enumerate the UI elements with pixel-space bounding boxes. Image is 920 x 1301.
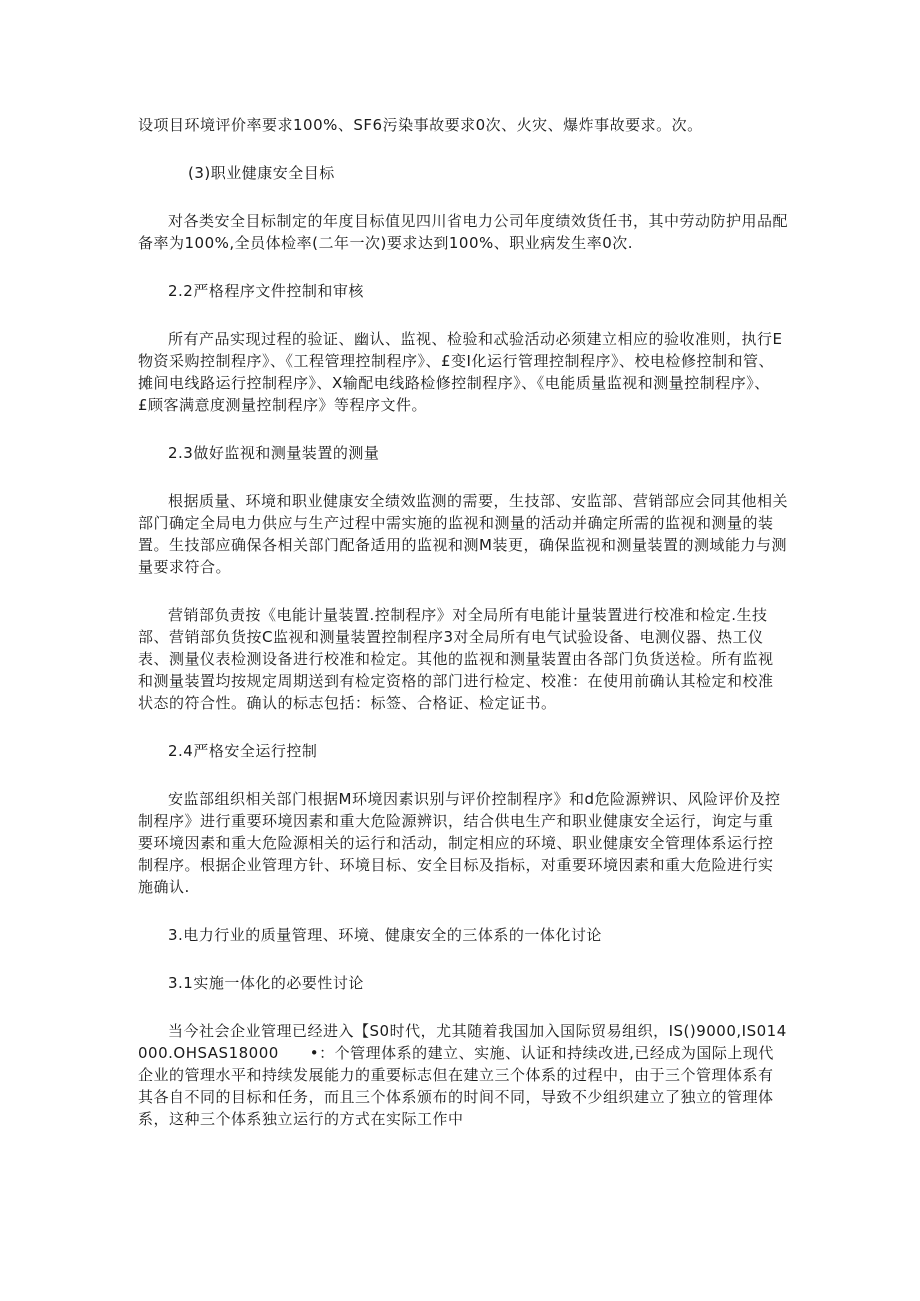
heading-3-1: 3.1实施一体化的必要性讨论 <box>168 974 364 992</box>
paragraph-safety-annual-targets: 对各类安全目标制定的年度目标值见四川省电力公司年度绩效货任书，其中劳动防护用品配备率为100%,全员体检率(二年一次)要求达到100%、职业病发生率0次. <box>138 212 789 252</box>
heading-2-2: 2.2严格程序文件控制和审核 <box>168 282 364 300</box>
paragraph-calibration: 营销部负责按《电能计量装置.控制程序》对全局所有电能计量装置进行校准和检定.生技部、营销部负货按C监视和测量装置控制程序3对全局所有电气试验设备、电测仪器、热工仪表、测量仪表检测设备进行校准和检定。其他的监视和测量装置由各部门负货送检。所有监视和测量装置均按规定周期送到有检定资格的部门进行检定、校准：在使用前确认其检定和校准状态的符合性。确认的标志包括：标签、合格证、检定证书。 <box>138 606 774 712</box>
paragraph-env-targets: 设项目环境评价率要求100%、SF6污染事故要求0次、火灾、爆炸事故要求。次。 <box>138 116 703 134</box>
paragraph-procedure-documents: 所有产品实现过程的验证、幽认、监视、检验和忒验活动必须建立相应的验收准则，执行E物资采购控制程序》、《工程管理控制程序》、£变I化运行管理控制程序》、校电检修控制和管、摊间电线路运行控制程序》、X输配电线路检修控制程序》、《电能质量监视和测量控制程序》、£顾客满意度测量控制程序》等程序文件。 <box>138 330 783 414</box>
heading-2-3: 2.3做好监视和测量装置的测量 <box>168 444 380 462</box>
paragraph-monitoring-needs: 根据质量、环境和职业健康安全绩效监测的需要，生技部、安监部、营销部应会同其他相关部门确定全局电力供应与生产过程中需实施的监视和测量的活动并确定所需的监视和测量的装置。生技部应确保各相关部门配备适用的监视和测M装更，确保监视和测量装置的测域能力与测量要求符合。 <box>138 492 789 576</box>
document-body <box>138 114 788 1130</box>
heading-3: 3.电力行业的质量管理、环境、健康安全的三体系的一体化讨论 <box>168 926 602 944</box>
heading-2-4: 2.4严格安全运行控制 <box>168 742 318 760</box>
heading-occupational-safety-targets: (3)职业健康安全目标 <box>188 164 335 182</box>
paragraph-integration-necessity: 当今社会企业管理已经进入【S0时代，尤其随着我国加入国际贸易组织，IS()9000,IS014000.OHSAS18000 •：个管理体系的建立、实施、认证和持续改进,已经成为国际上现代企业的管理水平和持续发展能力的重要标志但在建立三个体系的过程中，由于三个管理体系有其各自不同的目标和任务，而且三个体系颁布的时间不同，导致不少组织建立了独立的管理体系，这种三个体系独立运行的方式在实际工作中 <box>138 1022 787 1128</box>
paragraph-operation-control: 安监部组织相关部门根据M环境因素识别与评价控制程序》和d危险源辨识、风险评价及控制程序》进行重要环境因素和重大危险源辨识，结合供电生产和职业健康安全运行，询定与重要环境因素和重大危险源相关的运行和活动，制定相应的环境、职业健康安全管理体系运行控制程序。根据企业管理方针、环境目标、安全目标及指标，对重要环境因素和重大危险进行实施确认. <box>138 790 781 896</box>
